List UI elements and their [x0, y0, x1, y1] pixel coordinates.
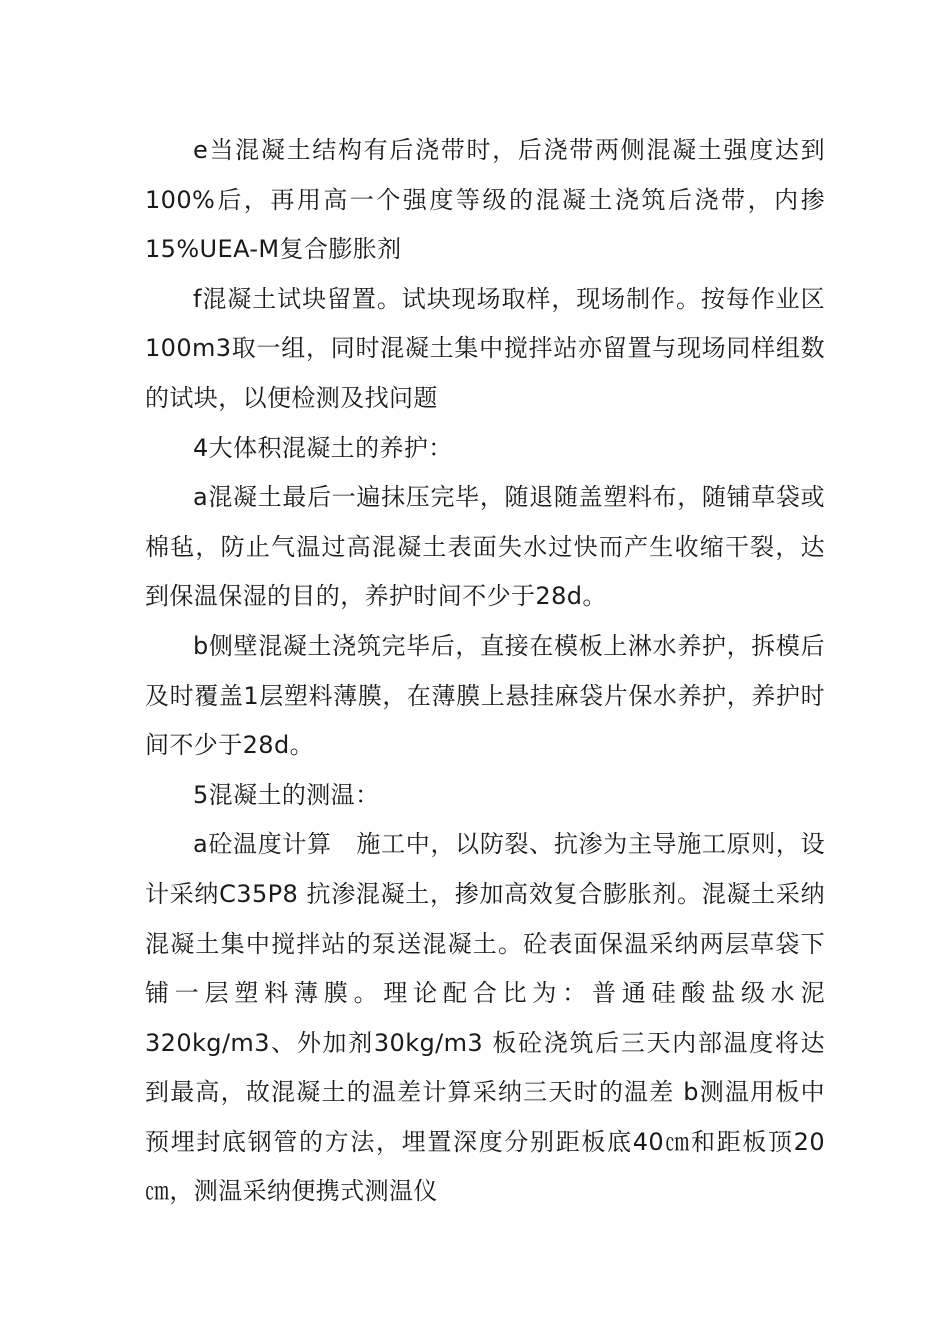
heading-temperature-measurement: 5混凝土的测温：	[193, 780, 380, 809]
paragraph-test-block-retention: f混凝土试块留置。试块现场取样，现场制作。按每作业区100m3取一组，同时混凝土集中搅拌站亦留置与现场同样组数的试块，以便检测及找问题	[145, 284, 825, 412]
paragraph-curing-a: a混凝土最后一遍抹压完毕，随退随盖塑料布，随铺草袋或棉毡，防止气温过高混凝土表面失水过快而产生收缩干裂，达到保温保湿的目的，养护时间不少于28d。	[145, 483, 825, 611]
paragraph-post-pour-strip: e当混凝土结构有后浇带时，后浇带两侧混凝土强度达到100%后，再用高一个强度等级的混凝土浇筑后浇带，内掺15%UEA-M复合膨胀剂	[145, 136, 825, 264]
heading-mass-concrete-curing: 4大体积混凝土的养护：	[193, 433, 453, 462]
document-body	[145, 126, 825, 1217]
paragraph-temperature-calculation: a砼温度计算 施工中，以防裂、抗渗为主导施工原则，设计采纳C35P8 抗渗混凝土，掺加高效复合膨胀剂。混凝土采纳混凝土集中搅拌站的泵送混凝土。砼表面保温采纳两层草袋下铺一层塑料薄膜。理论配合比为：普通硅酸盐级水泥320kg/m3、外加剂30kg/m3 板砼浇筑后三天内部温度将达到最高，故混凝土的温差计算采纳三天时的温差 b测温用板中预埋封底钢管的方法，埋置深度分别距板底40㎝和距板顶20㎝，测温采纳便携式测温仪	[145, 830, 825, 1206]
paragraph-curing-b: b侧壁混凝土浇筑完毕后，直接在模板上淋水养护，拆模后及时覆盖1层塑料薄膜，在薄膜上悬挂麻袋片保水养护，养护时间不少于28d。	[145, 631, 825, 760]
